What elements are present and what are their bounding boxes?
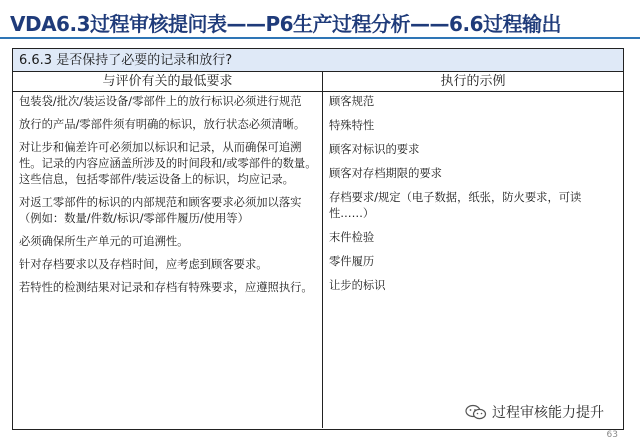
watermark-text: 过程审核能力提升 [492, 405, 604, 421]
requirement-item: 放行的产品/零部件须有明确的标识，放行状态必须清晰。 [19, 118, 306, 131]
example-item: 末件检验 [329, 231, 375, 244]
header-minimum-requirements: 与评价有关的最低要求 [13, 72, 323, 91]
example-item: 顾客对存档期限的要求 [329, 167, 442, 180]
slide-title: VDA6.3过程审核提问表——P6生产过程分析——6.6过程输出 [10, 12, 561, 36]
example-item: 让步的标识 [329, 279, 386, 292]
table-body-row [13, 92, 623, 428]
requirement-item: 对让步和偏差许可必须加以标识和记录，从而确保可追溯性。记录的内容应涵盖所涉及的时间段和/或零部件的数量。这些信息，包括零部件/装运设备上的标识，均应记录。 [19, 141, 317, 186]
example-item: 顾客对标识的要求 [329, 143, 420, 156]
requirement-item: 若特性的检测结果对记录和存档有特殊要求，应遵照执行。 [19, 281, 313, 294]
example-item: 顾客规范 [329, 95, 375, 108]
page-number: 63 [606, 430, 618, 440]
example-item: 零件履历 [329, 255, 375, 268]
requirements-column [13, 92, 323, 428]
requirements-table [12, 48, 624, 430]
example-item: 存档要求/规定（电子数据，纸张，防火要求，可读性……） [329, 191, 582, 220]
title-divider [0, 37, 640, 39]
question-row: 6.6.3 是否保持了必要的记录和放行? [13, 49, 623, 72]
watermark [465, 402, 604, 422]
header-implementation-examples: 执行的示例 [440, 74, 506, 89]
table-header-row [13, 72, 623, 92]
requirement-item: 包装袋/批次/装运设备/零部件上的放行标识必须进行规范 [19, 95, 302, 108]
requirement-item: 对返工零部件的标识的内部规范和顾客要求必须加以落实（例如：数量/件数/标识/零部件履历/使用等） [19, 196, 302, 225]
requirement-item: 必须确保所生产单元的可追溯性。 [19, 235, 189, 248]
examples-column [323, 92, 623, 428]
requirement-item: 针对存档要求以及存档时间，应考虑到顾客要求。 [19, 258, 268, 271]
example-item: 特殊特性 [329, 119, 375, 132]
wechat-icon [465, 404, 487, 420]
